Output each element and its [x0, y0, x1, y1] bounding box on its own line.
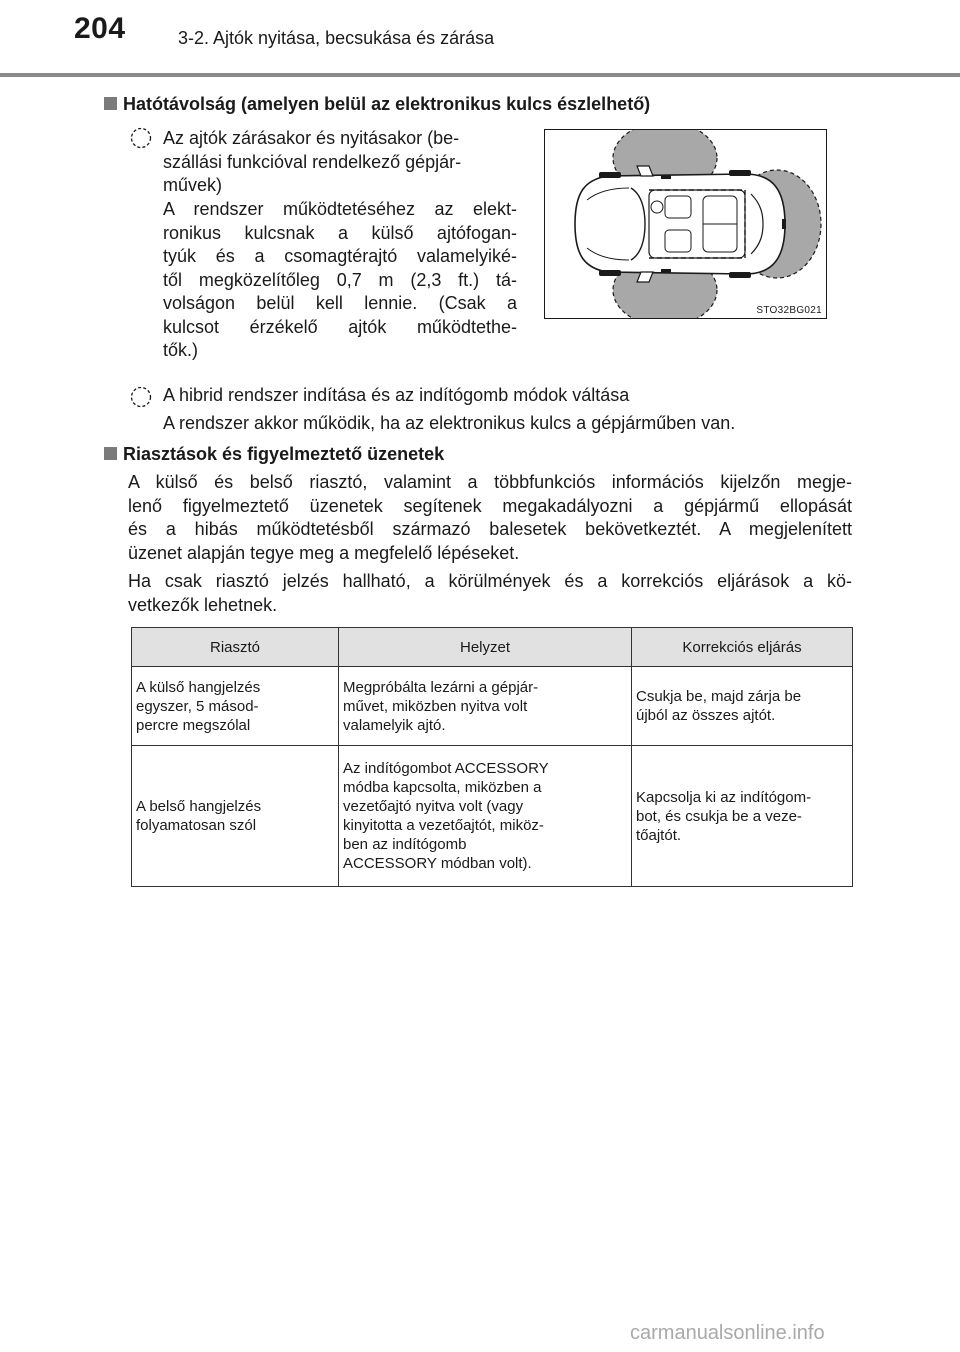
cell-alarm: [132, 746, 339, 887]
table-header-row: [132, 628, 853, 667]
column-header-action: Korrekciós eljárás: [632, 628, 853, 667]
text-line: vetkezők lehetnek.: [128, 594, 278, 615]
text-line: Ha csak riasztó jelzés hallható, a körülmények és a korrekciós eljárások a kö-: [128, 571, 852, 591]
cell-situation: [339, 667, 632, 746]
text-line: tőajtót.: [636, 826, 682, 844]
column-header-alarm: Riasztó: [132, 628, 339, 667]
text-line: Az ajtók zárásakor és nyitásakor (be-: [163, 128, 460, 148]
text-line: szállási funkcióval rendelkező gépjár-: [163, 151, 462, 172]
dashed-circle-bullet-icon: [130, 386, 152, 408]
section-title: Riasztások és figyelmeztető üzenetek: [123, 444, 445, 464]
bullet2-heading: A hibrid rendszer indítása és az indítógomb módok váltása: [163, 385, 630, 405]
text-line: művek): [163, 175, 223, 195]
car-top-view-illustration: [545, 130, 826, 318]
cell-action: [632, 746, 853, 887]
dashed-circle-bullet-icon: [130, 127, 152, 149]
text-line: ben az indítógomb: [343, 836, 467, 853]
cell-situation: [339, 746, 632, 887]
chapter-title: 3-2. Ajtók nyitása, becsukása és zárása: [178, 28, 495, 48]
text-line: művet, miközben nyitva volt: [343, 697, 528, 715]
text-line: kinyitotta a vezetőajtót, miköz-: [343, 817, 544, 834]
text-line: lenő figyelmeztető üzenetek segítenek megakadályozni a gépjármű ellopását: [128, 495, 852, 516]
text-line: vezetőajtó nyitva volt (vagy: [343, 798, 524, 815]
text-line: A rendszer működtetéséhez az elekt-: [163, 199, 517, 219]
text-line: től megközelítőleg 0,7 m (2,3 ft.) tá-: [163, 269, 517, 290]
watermark: carmanualsonline.info: [630, 1322, 825, 1344]
cell-action: [632, 667, 853, 746]
text-line: bot, és csukja be a veze-: [636, 807, 802, 825]
text-line: és a hibás működtetésből származó balesetek bekövetkeztét. A megjelenített: [128, 519, 852, 539]
alarms-paragraph-2: [128, 570, 852, 617]
detection-range-figure: [544, 129, 827, 319]
text-line: ACCESSORY módban volt).: [343, 855, 532, 872]
text-line: tők.): [163, 340, 199, 360]
text-line: Az indítógombot ACCESSORY: [343, 760, 549, 777]
text-line: módba kapcsolta, miközben a: [343, 779, 542, 796]
text-line: Csukja be, majd zárja be: [636, 688, 802, 705]
text-line: Kapcsolja ki az indítógom-: [636, 788, 812, 806]
text-line: volságon belül kell lennie. (Csak a: [163, 293, 517, 313]
table-row: [132, 667, 853, 746]
text-line: valamelyik ajtó.: [343, 716, 446, 734]
text-line: újból az összes ajtót.: [636, 707, 776, 724]
text-line: A külső hangjelzés: [136, 678, 261, 696]
text-line: A belső hangjelzés: [136, 798, 262, 815]
text-line: A külső és belső riasztó, valamint a többfunkciós információs kijelzőn megje-: [128, 472, 852, 492]
page-header: [0, 0, 960, 80]
text-line: kulcsot érzékelő ajtók működtethe-: [163, 316, 517, 337]
text-line: ronikus kulcsnak a külső ajtófogan-: [163, 222, 517, 243]
text-line: Megpróbálta lezárni a gépjár-: [343, 678, 539, 696]
text-line: percre megszólal: [136, 716, 251, 734]
section-heading-range: [104, 94, 650, 115]
section-square-icon: [104, 447, 117, 460]
header-rule: [0, 73, 960, 77]
figure-code: STO32BG021: [756, 305, 822, 316]
text-line: folyamatosan szól: [136, 817, 257, 834]
text-line: egyszer, 5 másod-: [136, 697, 259, 715]
section-title: Hatótávolság (amelyen belül az elektronikus kulcs észlelhető): [123, 94, 651, 114]
alarms-paragraph-1: [128, 471, 852, 565]
section-heading-alarms: [104, 444, 444, 465]
text-line: tyúk és a csomagtérajtó valamelyiké-: [163, 246, 517, 266]
column-header-situation: Helyzet: [339, 628, 632, 667]
text-line: üzenet alapján tegye meg a megfelelő lépéseket.: [128, 542, 520, 563]
table-row: [132, 746, 853, 887]
bullet1-heading: [163, 127, 517, 198]
bullet1-body: [163, 198, 517, 363]
cell-alarm: [132, 667, 339, 746]
section-square-icon: [104, 97, 117, 110]
page-number: 204: [74, 12, 126, 45]
bullet2-body: A rendszer akkor működik, ha az elektronikus kulcs a gépjárműben van.: [163, 413, 736, 433]
alarm-table: [131, 627, 853, 887]
